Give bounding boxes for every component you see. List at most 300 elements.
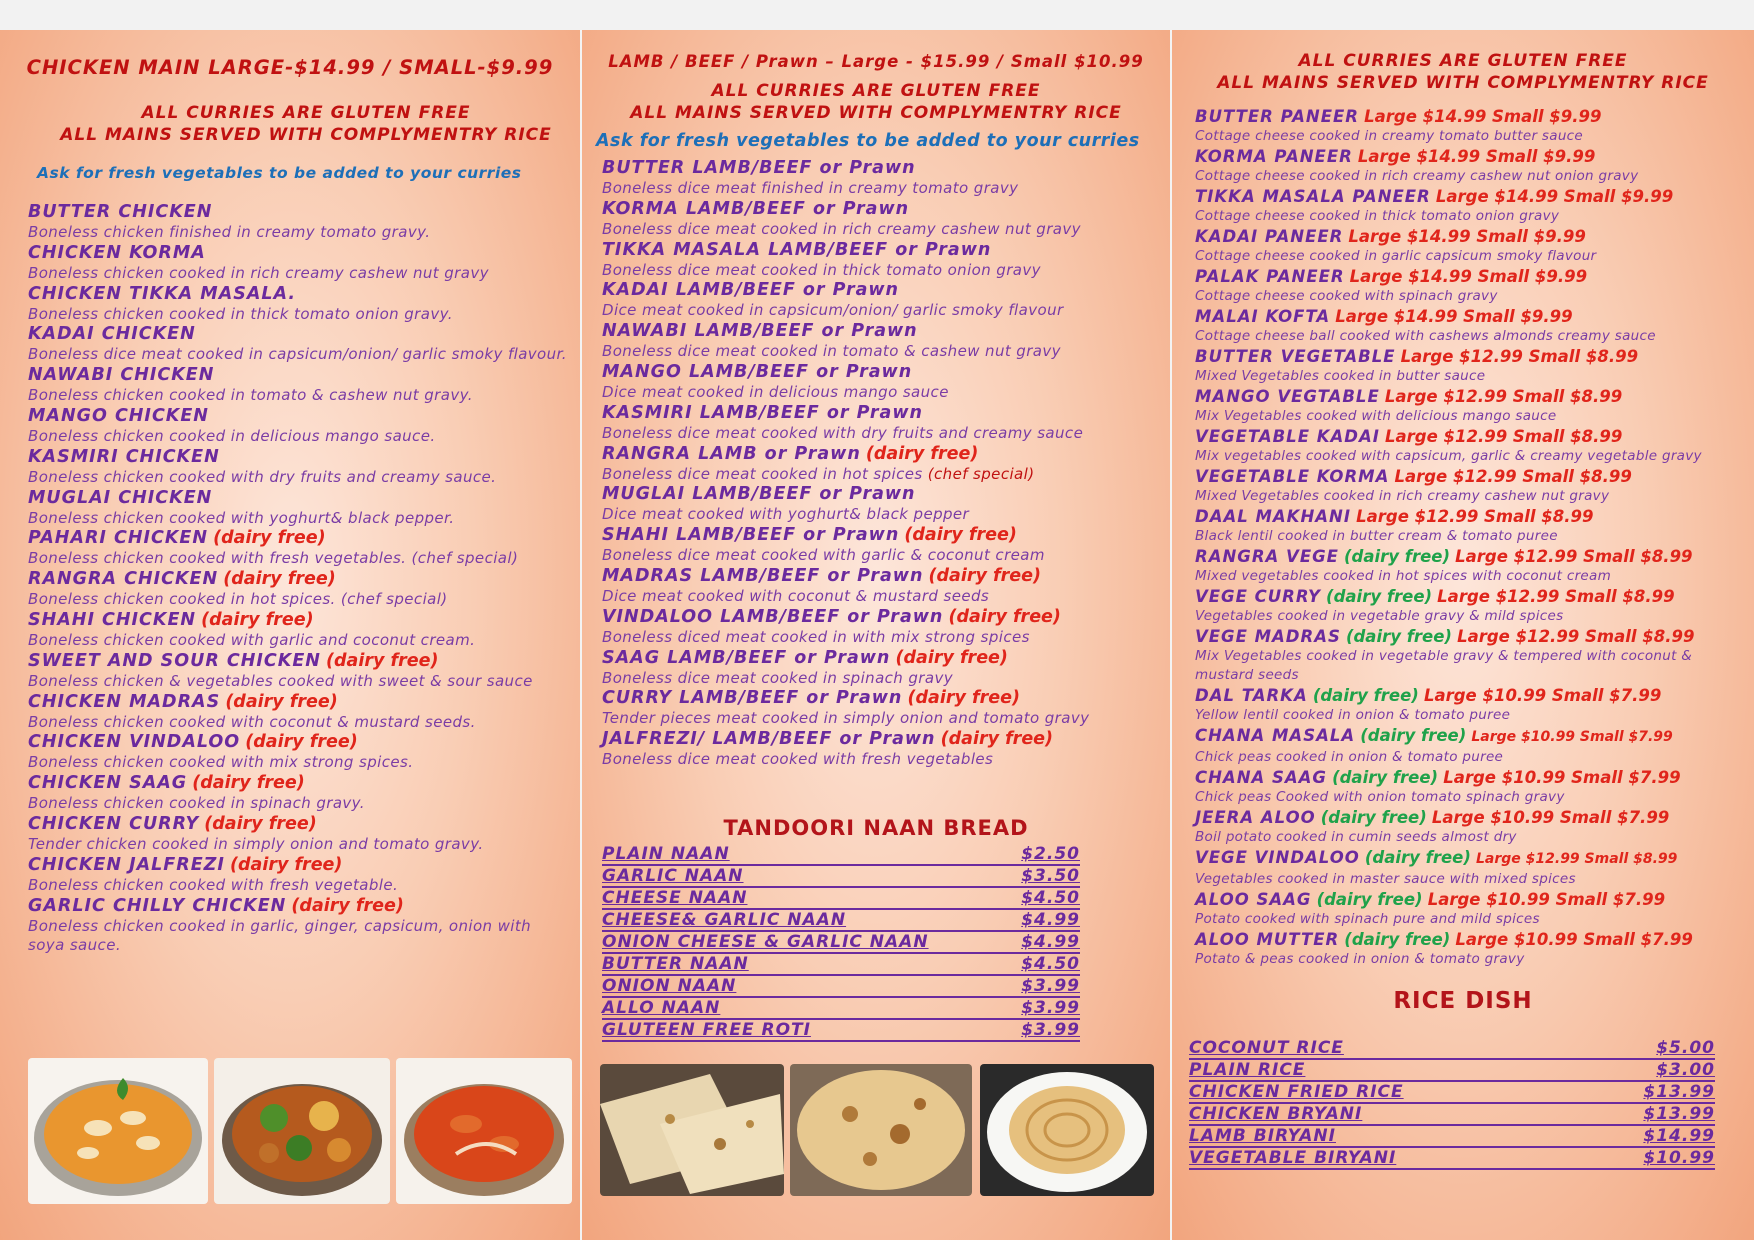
menu-item-heading [602,240,1162,261]
menu-item [28,896,568,957]
menu-item-price: Large $12.99 Small $8.99 [1384,387,1623,406]
menu-item [28,732,568,773]
menu-item-description: Dice meat cooked in delicious mango sauce [602,382,949,401]
menu-item-description-line [602,220,1162,240]
naan-price-list [602,844,1080,1042]
menu-item-name: CHICKEN VINDALOO [28,732,241,753]
menu-item-heading [1195,847,1751,870]
menu-item-heading [602,199,1162,220]
menu-item-name: CHANA SAAG [1195,768,1327,787]
dairy-free-tag: (dairy free) [201,609,314,630]
menu-item-heading [28,569,568,590]
menu-item-name: CHICKEN TIKKA MASALA. [28,283,297,304]
naan-name: BUTTER NAAN [602,954,749,974]
menu-item [28,488,568,529]
dairy-free-tag: (dairy free) [1360,726,1467,745]
menu-item [28,855,568,896]
dairy-free-tag: (dairy free) [904,525,1017,546]
menu-item-heading [28,243,568,264]
menu-item-description: Boneless chicken cooked with yoghurt& black pepper. [28,508,455,527]
menu-item-heading [1195,466,1751,487]
menu-item-heading [602,688,1162,709]
rice-name: VEGETABLE BIRYANI [1189,1148,1397,1168]
menu-item-heading [602,362,1162,383]
rice-price-row [1189,1126,1715,1148]
menu-item-description: Boneless dice meat cooked in hot spices [602,464,923,483]
naan-name: ONION CHEESE & GARLIC NAAN [602,932,929,952]
menu-item [1195,929,1751,969]
naan-price-row [602,954,1080,976]
menu-item-name: ALOO MUTTER [1195,930,1340,949]
menu-panel-chicken [0,30,580,1240]
menu-item-description: Mixed Vegetables cooked in rich creamy cashew nut gravy [1195,488,1610,504]
menu-item-heading [1195,626,1751,647]
menu-item-heading [28,202,568,223]
menu-item-description-line [602,424,1162,444]
menu-item-name: DAAL MAKHANI [1195,507,1351,526]
lamb-price-header: LAMB / BEEF / Prawn – Large - $15.99 / Small $10.99 [608,52,1144,71]
menu-item-description: Cottage cheese cooked in garlic capsicum smoky flavour [1195,248,1597,264]
naan-price-row [602,910,1080,932]
menu-item [602,362,1162,403]
menu-item-price: Large $12.99 Small $8.99 [1455,547,1693,566]
menu-item-description: Boneless chicken cooked in rich creamy cashew nut gravy [28,263,489,282]
menu-item-price: Large $12.99 Small $8.99 [1437,587,1675,606]
menu-item-heading [1195,725,1751,748]
menu-item-description: Mix vegetables cooked with capsicum, garlic & creamy vegetable gravy [1195,448,1702,464]
menu-item-heading [1195,386,1751,407]
menu-item-description: Mixed vegetables cooked in hot spices with coconut cream [1195,568,1612,584]
menu-item-price: Large $14.99 Small $9.99 [1349,267,1588,286]
menu-item [1195,106,1751,146]
menu-item-description: Boneless chicken cooked with fresh vegetable. [28,875,399,894]
dairy-free-tag: (dairy free) [940,729,1054,750]
menu-item-heading [28,406,568,427]
menu-item-heading [1195,929,1751,950]
menu-item-name: CHANA MASALA [1195,726,1356,745]
menu-item [28,569,568,610]
menu-item-description: Mix Vegetables cooked with delicious mango sauce [1195,408,1557,424]
menu-item-price: Large $10.99 Small $7.99 [1443,768,1681,787]
complimentary-rice-notice: ALL MAINS SERVED WITH COMPLYMENTRY RICE [1217,73,1709,93]
menu-item-price: Large $14.99 Small $9.99 [1364,107,1602,126]
menu-item-description: Boneless chicken cooked with fresh vegetables. (chef special) [28,549,519,568]
rice-price-row [1189,1060,1715,1082]
menu-item [1195,386,1751,426]
menu-item-name: CHICKEN CURRY [28,813,200,834]
menu-item [602,484,1162,525]
menu-item-name: CHICKEN SAAG [28,773,188,794]
menu-item [1195,506,1751,546]
fresh-vegetables-note: Ask for fresh vegetables to be added to your curries [37,164,522,182]
gluten-free-notice: ALL CURRIES ARE GLUTEN FREE [711,81,1041,101]
menu-item-price: Large $10.99 Small $7.99 [1427,890,1666,909]
menu-item-name: MALAI KOFTA [1195,307,1331,326]
menu-item-price: Large $14.99 Small $9.99 [1435,187,1674,206]
menu-item-name: BUTTER LAMB/BEEF or Prawn [602,158,916,178]
menu-item-description: Potato & peas cooked in onion & tomato gravy [1195,951,1525,967]
menu-item-heading [28,855,568,876]
menu-item-heading [1195,226,1751,247]
menu-item-description: Boneless dice meat cooked in capsicum/onion/ garlic smoky flavour. [28,345,567,364]
menu-item-name: KADAI LAMB/BEEF or Prawn [602,280,900,301]
menu-item-heading [602,444,1162,465]
menu-item-description: Cottage cheese ball cooked with cashews almonds creamy sauce [1195,328,1656,344]
menu-item [28,406,568,447]
menu-item-name: SHAHI LAMB/BEEF or Prawn [602,525,900,546]
menu-item [28,365,568,406]
photo-stuffed-naan [790,1064,972,1196]
photo-korma [28,1058,208,1204]
menu-item [28,284,568,325]
menu-item [602,566,1162,607]
menu-item-description: Boneless dice meat cooked in thick tomato onion gravy [602,260,1041,279]
menu-item-heading [1195,146,1751,167]
menu-item-heading [28,284,568,305]
menu-item-description: Boneless dice meat finished in creamy tomato gravy [602,179,1019,197]
menu-item-name: BUTTER PANEER [1195,107,1359,126]
menu-item [28,528,568,569]
dairy-free-tag: (dairy free) [1312,686,1419,705]
menu-item [602,688,1162,729]
menu-item [602,240,1162,281]
menu-item-description: Boneless dice meat cooked with fresh vegetables [602,750,994,769]
menu-item [602,525,1162,566]
menu-item-heading [1195,266,1751,287]
menu-item-description-line [602,261,1162,281]
menu-item-name: CURRY LAMB/BEEF or Prawn [602,688,903,709]
menu-item-heading [1195,186,1751,207]
menu-item-heading [28,651,568,672]
rice-price: $13.99 [1643,1082,1715,1102]
naan-price: $3.99 [1021,1020,1080,1040]
dairy-free-tag: (dairy free) [1344,930,1451,949]
menu-item-name: KADAI CHICKEN [28,324,196,345]
menu-item-name: MANGO CHICKEN [28,405,209,426]
menu-item-name: MANGO LAMB/BEEF or Prawn [602,361,913,382]
menu-item-name: BUTTER VEGETABLE [1195,347,1396,366]
paratha-image [980,1064,1154,1196]
menu-item [1195,889,1751,929]
menu-item-name: PALAK PANEER [1195,267,1345,286]
menu-item-heading [602,484,1162,505]
menu-item-name: PAHARI CHICKEN [28,528,209,549]
menu-item-description: Boneless chicken cooked with mix strong spices. [28,753,414,772]
menu-item-heading [1195,807,1751,828]
menu-item-price: Large $12.99 Small $8.99 [1394,467,1632,486]
complimentary-rice-notice: ALL MAINS SERVED WITH COMPLYMENTRY RICE [630,103,1122,123]
photo-kadai [214,1058,390,1204]
chicken-price-header: CHICKEN MAIN LARGE-$14.99 / SMALL-$9.99 [26,56,554,79]
rice-name: CHICKEN FRIED RICE [1189,1082,1404,1102]
naan-price: $4.50 [1021,954,1080,974]
menu-item-heading [28,610,568,631]
dairy-free-tag: (dairy free) [1320,808,1427,827]
menu-item [1195,426,1751,466]
menu-item-description: Mixed Vegetables cooked in butter sauce [1195,368,1486,384]
naan-price: $3.50 [1021,866,1080,886]
menu-item-name: JEERA ALOO [1195,808,1316,827]
menu-item-description: Dice meat cooked with coconut & mustard seeds [602,586,990,605]
menu-item-heading [28,773,568,794]
menu-item [602,729,1162,770]
menu-item-name: VEGETABLE KORMA [1195,467,1390,486]
naan-name: PLAIN NAAN [602,844,730,864]
menu-item-name: MUGLAI LAMB/BEEF or Prawn [602,484,916,505]
menu-item [28,651,568,692]
rice-name: COCONUT RICE [1189,1038,1344,1058]
menu-item-name: BUTTER CHICKEN [28,202,213,222]
chef-special-note: (chef special) [927,464,1035,483]
menu-item-name: DAL TARKA [1195,686,1308,705]
menu-item-heading [1195,426,1751,447]
menu-item-description-line [602,546,1162,566]
naan-price-row [602,866,1080,888]
dairy-free-tag: (dairy free) [895,647,1008,668]
naan-section-title: TANDOORI NAAN BREAD [723,816,1029,840]
dairy-free-tag: (dairy free) [229,854,343,875]
dairy-free-tag: (dairy free) [907,688,1020,709]
menu-item-heading [1195,767,1751,788]
rice-price-row [1189,1038,1715,1060]
menu-item-price: Large $14.99 Small $9.99 [1357,147,1596,166]
menu-item [1195,266,1751,306]
menu-item-description: Boneless diced meat cooked in with mix strong spices [602,627,1030,646]
menu-item-description: Boneless chicken cooked in thick tomato onion gravy. [28,304,453,323]
rice-price-row [1189,1104,1715,1126]
dairy-free-tag: (dairy free) [1344,547,1451,566]
dairy-free-tag: (dairy free) [1345,627,1452,646]
menu-item [1195,546,1751,586]
rice-price-list [1189,1038,1715,1170]
dairy-free-tag: (dairy free) [865,443,979,464]
menu-item-name: MADRAS LAMB/BEEF or Prawn [602,565,924,586]
menu-item-description: Boneless dice meat cooked in tomato & cashew nut gravy [602,342,1061,361]
menu-item [28,202,568,243]
rice-price-row [1189,1082,1715,1104]
photo-butter-chicken [396,1058,572,1204]
menu-item-price: Large $10.99 Small $7.99 [1455,930,1693,949]
menu-item-price: Large $12.99 Small $8.99 [1475,851,1678,867]
menu-item-name: SAAG LAMB/BEEF or Prawn [602,647,891,668]
rice-price-row [1189,1148,1715,1170]
menu-item-heading [602,158,1162,179]
menu-item [602,199,1162,240]
menu-item [602,321,1162,362]
menu-item [1195,346,1751,386]
naan-price: $3.99 [1021,976,1080,996]
naan-name: CHEESE& GARLIC NAAN [602,910,847,930]
menu-item-description: Vegetables cooked in master sauce with mixed spices [1195,871,1576,887]
dairy-free-tag: (dairy free) [225,691,338,712]
rice-name: CHICKEN BRYANI [1189,1104,1363,1124]
menu-item-heading [1195,685,1751,706]
dairy-free-tag: (dairy free) [245,732,358,753]
menu-item-heading [602,321,1162,342]
menu-item-description-line [602,505,1162,525]
rice-price: $13.99 [1643,1104,1715,1124]
rice-price: $5.00 [1656,1038,1715,1058]
menu-item [602,444,1162,485]
menu-item-price: Large $12.99 Small $8.99 [1457,627,1695,646]
stuffed-naan-image [790,1064,972,1196]
dairy-free-tag: (dairy free) [1364,848,1471,867]
menu-item-description: Boil potato cooked in cumin seeds almost dry [1195,829,1517,845]
menu-item-description: Boneless dice meat cooked in spinach gravy [602,668,954,687]
menu-item-name: VEGE CURRY [1195,587,1321,606]
menu-item-description-line [602,669,1162,689]
menu-item-description: Potato cooked with spinach pure and mild spices [1195,911,1540,927]
menu-item-heading [28,324,568,345]
menu-item [1195,586,1751,626]
menu-item-heading [28,447,568,468]
menu-item-name: RANGRA CHICKEN [28,569,219,590]
menu-item-description: Tender pieces meat cooked in simply onion and tomato gravy [602,709,1090,728]
dairy-free-tag: (dairy free) [192,773,305,794]
menu-item-name: CHICKEN JALFREZI [28,854,225,875]
menu-item-description: Boneless chicken cooked in garlic, ginger, capsicum, onion with soya sauce. [28,916,532,955]
menu-item-heading [602,280,1162,301]
rice-price: $3.00 [1656,1060,1715,1080]
menu-item-price: Large $14.99 Small $9.99 [1335,307,1573,326]
menu-item-name: VEGE MADRAS [1195,627,1341,646]
dairy-free-tag: (dairy free) [928,565,1041,586]
menu-item-heading [602,566,1162,587]
menu-item [1195,466,1751,506]
menu-item-description: Cottage cheese cooked in creamy tomato butter sauce [1195,128,1584,144]
menu-item-heading [28,365,568,386]
menu-item-description: Cottage cheese cooked in thick tomato onion gravy [1195,208,1560,224]
menu-item-name: RANGRA VEGE [1195,547,1339,566]
menu-item-heading [1195,586,1751,607]
menu-item-heading [28,692,568,713]
menu-item [1195,725,1751,767]
naan-price: $4.99 [1021,932,1080,952]
menu-item-name: VINDALOO LAMB/BEEF or Prawn [602,606,944,627]
menu-item-price: Large $10.99 Small $7.99 [1431,808,1670,827]
menu-item-description: Black lentil cooked in butter cream & tomato puree [1195,528,1558,544]
menu-item-description: Vegetables cooked in vegetable gravy & mild spices [1195,608,1564,624]
menu-item-heading [28,488,568,509]
menu-item [602,648,1162,689]
menu-item-description: Boneless chicken cooked in tomato & cashew nut gravy. [28,386,473,405]
menu-item-description-line [602,342,1162,362]
naan-price: $4.99 [1021,910,1080,930]
menu-item-name: KORMA PANEER [1195,147,1353,166]
korma-bowl-image [28,1058,208,1204]
menu-item-name: KASMIRI LAMB/BEEF or Prawn [602,402,923,423]
menu-item [1195,767,1751,807]
vegetarian-items-list [1195,106,1751,969]
menu-panel-lamb-beef-prawn [582,30,1170,1240]
menu-item-name: CHICKEN KORMA [28,242,206,263]
menu-item-price: Large $10.99 Small $7.99 [1471,729,1673,745]
menu-item-heading [28,814,568,835]
rice-price: $10.99 [1643,1148,1715,1168]
menu-item-price: Large $12.99 Small $8.99 [1384,427,1623,446]
menu-item-description: Boneless dice meat cooked with garlic & coconut cream [602,546,1045,565]
menu-item-description: Tender chicken cooked in simply onion and tomato gravy. [28,834,484,853]
naan-price-row [602,998,1080,1020]
dairy-free-tag: (dairy free) [291,895,404,916]
menu-item-price: Large $12.99 Small $8.99 [1400,347,1639,366]
menu-item [28,773,568,814]
menu-item-description: Boneless chicken cooked with coconut & mustard seeds. [28,712,476,731]
menu-item-heading [28,896,568,917]
menu-item-name: KASMIRI CHICKEN [28,446,220,467]
menu-item-name: MUGLAI CHICKEN [28,487,213,508]
menu-item [1195,626,1751,685]
naan-price-row [602,888,1080,910]
menu-item-heading [1195,306,1751,327]
photo-paratha [980,1064,1154,1196]
menu-item-heading [602,729,1162,750]
menu-item-description-line [602,709,1162,729]
menu-item [602,403,1162,444]
menu-item [1195,226,1751,266]
naan-name: CHEESE NAAN [602,888,748,908]
menu-item-description: Boneless chicken cooked in hot spices. (chef special) [28,590,448,609]
rice-price: $14.99 [1643,1126,1715,1146]
menu-item-name: KADAI PANEER [1195,227,1344,246]
menu-item-description-line [602,179,1162,199]
menu-item-name: VEGETABLE KADAI [1195,427,1380,446]
menu-item [28,692,568,733]
menu-panel-vegetarian [1172,30,1754,1240]
menu-item-heading [1195,546,1751,567]
menu-item-name: KORMA LAMB/BEEF or Prawn [602,198,910,219]
naan-name: ALLO NAAN [602,998,721,1018]
menu-item-description: Chick peas cooked in onion & tomato puree [1195,749,1504,765]
gluten-free-notice: ALL CURRIES ARE GLUTEN FREE [141,103,471,123]
menu-item [1195,847,1751,889]
menu-item-name: NAWABI CHICKEN [28,365,215,386]
menu-item [28,447,568,488]
chicken-items-list [28,202,568,956]
menu-item-heading [1195,506,1751,527]
menu-item-name: CHICKEN MADRAS [28,691,221,712]
naan-price-row [602,1020,1080,1042]
naan-name: GLUTEEN FREE ROTI [602,1020,811,1040]
menu-item-description: Yellow lentil cooked in onion & tomato puree [1195,707,1511,723]
lamb-items-list [602,158,1162,770]
menu-item-description: Boneless dice meat cooked with dry fruits and creamy sauce [602,423,1084,442]
naan-price-row [602,844,1080,866]
menu-item-name: VEGE VINDALOO [1195,848,1360,867]
menu-item-name: NAWABI LAMB/BEEF or Prawn [602,321,918,342]
menu-item-name: SHAHI CHICKEN [28,609,197,630]
menu-item-name: ALOO SAAG [1195,890,1312,909]
menu-item [602,158,1162,199]
dairy-free-tag: (dairy free) [1326,587,1433,606]
menu-item-name: TIKKA MASALA LAMB/BEEF or Prawn [602,239,992,260]
menu-item-heading [602,607,1162,628]
menu-item-description-line [602,465,1162,485]
gluten-free-notice: ALL CURRIES ARE GLUTEN FREE [1298,51,1628,71]
menu-item-description: Boneless chicken cooked in delicious mango sauce. [28,426,436,445]
menu-item-description: Boneless dice meat cooked in rich creamy cashew nut gravy [602,219,1081,238]
naan-price: $2.50 [1021,844,1080,864]
menu-item-heading [1195,346,1751,367]
naan-stack-image [600,1064,784,1196]
menu-item [28,814,568,855]
menu-item [602,607,1162,648]
menu-item-heading [28,528,568,549]
menu-item [28,243,568,284]
menu-item-price: Large $12.99 Small $8.99 [1356,507,1594,526]
menu-item-price: Large $14.99 Small $9.99 [1348,227,1586,246]
menu-item-name: MANGO VEGTABLE [1195,387,1380,406]
